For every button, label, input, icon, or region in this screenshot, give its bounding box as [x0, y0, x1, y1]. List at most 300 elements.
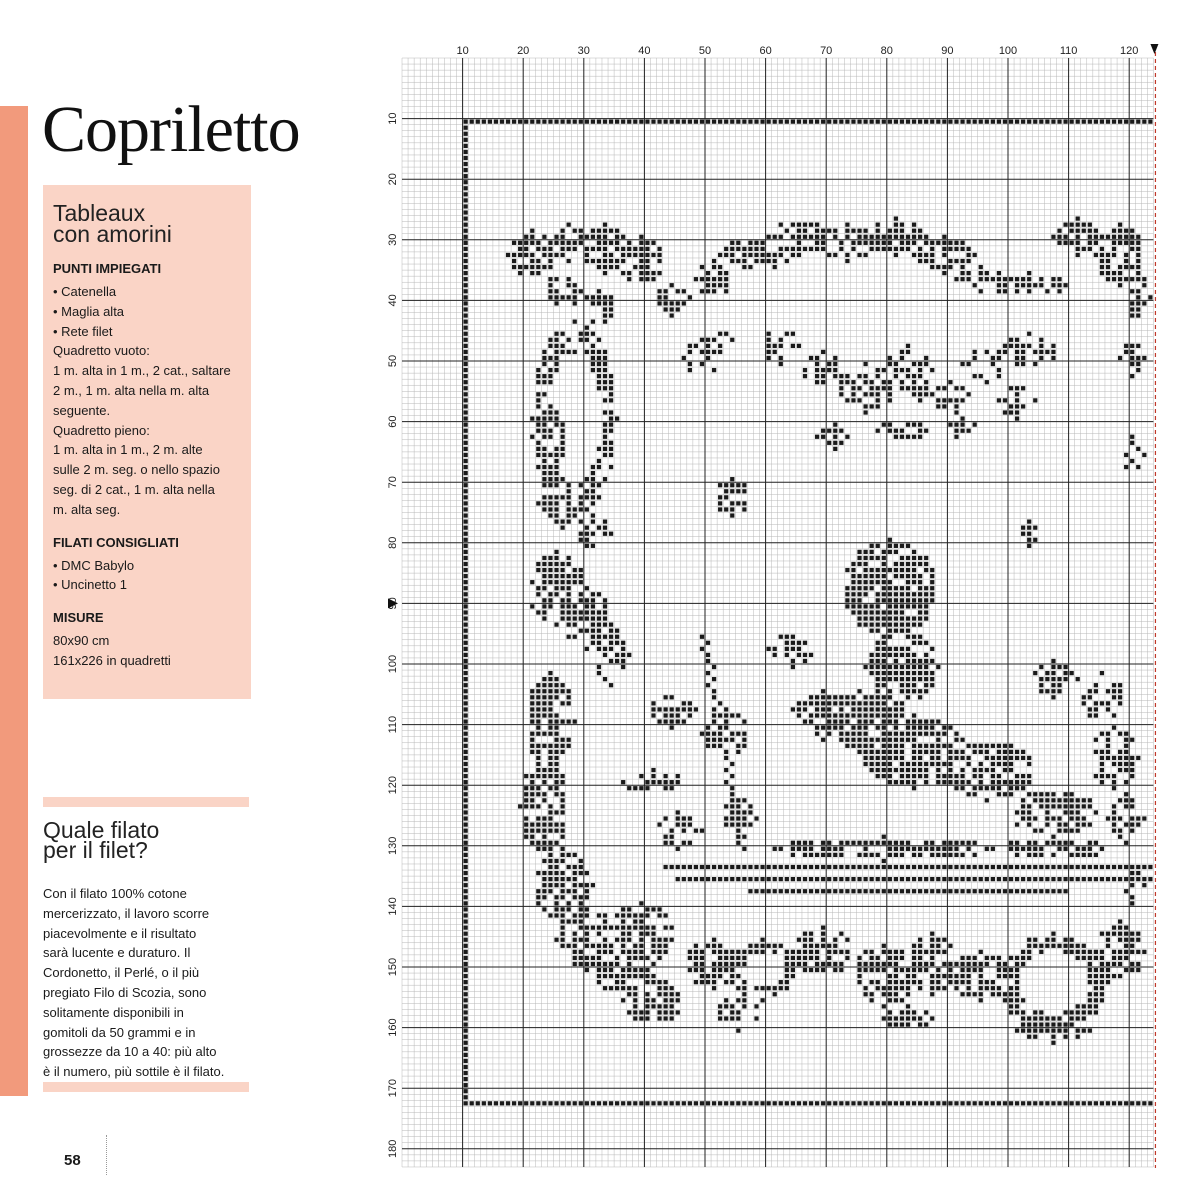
filled-square: [621, 247, 625, 251]
filled-square: [1015, 1101, 1019, 1105]
filled-square: [1124, 968, 1128, 972]
filled-square: [906, 768, 910, 772]
filled-square: [1124, 889, 1128, 893]
filled-square: [1130, 883, 1134, 887]
filled-square: [1106, 756, 1110, 760]
filled-square: [882, 944, 886, 948]
filled-square: [1088, 992, 1092, 996]
filled-square: [464, 810, 468, 814]
filled-square: [954, 974, 958, 978]
filled-square: [742, 847, 746, 851]
filled-square: [603, 223, 607, 227]
filled-square: [567, 944, 571, 948]
filled-square: [888, 738, 892, 742]
filled-square: [633, 925, 637, 929]
filled-square: [1057, 829, 1061, 833]
filled-square: [724, 283, 728, 287]
filled-square: [645, 120, 649, 124]
filled-square: [821, 689, 825, 693]
filled-square: [1033, 1022, 1037, 1026]
filled-square: [1094, 980, 1098, 984]
filled-square: [542, 713, 546, 717]
filled-square: [609, 301, 613, 305]
filled-square: [706, 744, 710, 748]
filled-square: [1118, 277, 1122, 281]
filled-square: [464, 344, 468, 348]
filled-square: [688, 950, 692, 954]
filled-square: [591, 883, 595, 887]
filled-square: [603, 616, 607, 620]
filled-square: [548, 507, 552, 511]
filled-square: [554, 786, 558, 790]
filled-square: [876, 556, 880, 560]
filled-square: [918, 950, 922, 954]
filled-square: [736, 713, 740, 717]
filled-square: [960, 841, 964, 845]
filled-square: [464, 865, 468, 869]
filled-square: [554, 568, 558, 572]
filled-square: [900, 762, 904, 766]
filled-square: [1015, 356, 1019, 360]
filled-square: [936, 744, 940, 748]
filled-square: [1021, 1016, 1025, 1020]
filled-square: [979, 271, 983, 275]
filled-square: [966, 847, 970, 851]
filled-square: [645, 253, 649, 257]
filled-square: [1027, 938, 1031, 942]
filled-square: [948, 265, 952, 269]
filled-square: [894, 120, 898, 124]
filled-square: [1124, 956, 1128, 960]
filled-square: [609, 925, 613, 929]
filled-square: [894, 841, 898, 845]
filled-square: [1021, 344, 1025, 348]
filled-square: [560, 495, 564, 499]
filled-square: [845, 695, 849, 699]
filled-square: [863, 380, 867, 384]
filled-square: [609, 259, 613, 263]
filled-square: [597, 962, 601, 966]
filled-square: [1118, 689, 1122, 693]
filled-square: [966, 271, 970, 275]
filled-square: [700, 732, 704, 736]
filled-square: [797, 841, 801, 845]
filled-square: [742, 483, 746, 487]
filled-square: [948, 944, 952, 948]
filled-square: [603, 368, 607, 372]
filled-square: [870, 235, 874, 239]
filled-square: [724, 738, 728, 742]
filled-square: [603, 235, 607, 239]
filled-square: [803, 707, 807, 711]
filled-square: [960, 241, 964, 245]
filled-square: [791, 120, 795, 124]
filled-square: [464, 962, 468, 966]
filled-square: [663, 1101, 667, 1105]
filled-square: [966, 780, 970, 784]
filled-square: [912, 786, 916, 790]
filled-square: [839, 695, 843, 699]
filled-square: [857, 865, 861, 869]
filled-square: [700, 968, 704, 972]
filled-square: [942, 762, 946, 766]
filled-square: [1015, 410, 1019, 414]
filled-square: [621, 932, 625, 936]
filled-square: [633, 1016, 637, 1020]
filled-square: [894, 253, 898, 257]
filled-square: [1100, 768, 1104, 772]
filled-square: [912, 616, 916, 620]
filled-square: [579, 956, 583, 960]
stitches-heading: PUNTI IMPIEGATI: [53, 261, 162, 276]
filled-square: [991, 744, 995, 748]
filled-square: [876, 368, 880, 372]
filled-square: [839, 380, 843, 384]
filled-square: [803, 659, 807, 663]
filled-square: [791, 247, 795, 251]
filled-square: [560, 586, 564, 590]
filled-square: [912, 968, 916, 972]
filled-square: [857, 574, 861, 578]
filled-square: [821, 847, 825, 851]
filled-square: [724, 726, 728, 730]
filled-square: [718, 877, 722, 881]
filled-square: [954, 865, 958, 869]
filled-square: [985, 889, 989, 893]
filled-square: [979, 877, 983, 881]
filled-square: [1118, 829, 1122, 833]
filled-square: [464, 1089, 468, 1093]
filled-square: [585, 247, 589, 251]
filled-square: [821, 380, 825, 384]
filled-square: [1027, 804, 1031, 808]
filled-square: [857, 877, 861, 881]
filled-square: [924, 962, 928, 966]
filled-square: [597, 592, 601, 596]
filled-square: [991, 865, 995, 869]
filled-square: [464, 665, 468, 669]
filled-square: [700, 362, 704, 366]
filled-square: [1130, 289, 1134, 293]
filled-square: [1076, 677, 1080, 681]
filled-square: [567, 223, 571, 227]
filled-square: [1088, 847, 1092, 851]
filled-square: [827, 707, 831, 711]
filled-square: [1100, 259, 1104, 263]
filled-square: [1112, 925, 1116, 929]
filled-square: [567, 889, 571, 893]
filled-square: [742, 835, 746, 839]
filled-square: [857, 374, 861, 378]
filled-square: [724, 713, 728, 717]
filled-square: [530, 580, 534, 584]
filled-square: [839, 429, 843, 433]
filled-square: [1009, 1004, 1013, 1008]
filled-square: [845, 744, 849, 748]
filled-square: [706, 944, 710, 948]
filled-square: [718, 744, 722, 748]
filled-square: [845, 713, 849, 717]
filled-square: [930, 950, 934, 954]
filled-square: [870, 568, 874, 572]
filled-square: [912, 580, 916, 584]
filled-square: [736, 865, 740, 869]
filled-square: [930, 932, 934, 936]
filled-square: [1009, 762, 1013, 766]
filled-square: [706, 726, 710, 730]
filled-square: [942, 986, 946, 990]
filled-square: [554, 513, 558, 517]
filled-square: [827, 726, 831, 730]
filled-square: [548, 604, 552, 608]
filled-square: [985, 865, 989, 869]
filled-square: [845, 586, 849, 590]
filled-square: [530, 416, 534, 420]
filled-square: [894, 429, 898, 433]
filled-square: [603, 447, 607, 451]
filled-square: [906, 574, 910, 578]
filled-square: [615, 925, 619, 929]
filled-square: [560, 835, 564, 839]
filled-square: [924, 1010, 928, 1014]
filled-square: [536, 871, 540, 875]
filled-square: [645, 271, 649, 275]
filled-square: [1076, 1004, 1080, 1008]
filled-square: [1094, 701, 1098, 705]
filled-square: [464, 404, 468, 408]
filled-square: [670, 307, 674, 311]
decorative-strip: [43, 797, 249, 807]
filled-square: [882, 726, 886, 730]
filled-square: [615, 265, 619, 269]
filled-square: [730, 477, 734, 481]
filled-square: [639, 901, 643, 905]
filled-square: [724, 756, 728, 760]
filled-square: [779, 980, 783, 984]
filled-square: [724, 247, 728, 251]
filled-square: [560, 938, 564, 942]
filled-square: [1112, 865, 1116, 869]
filled-square: [554, 410, 558, 414]
filled-square: [579, 610, 583, 614]
filled-square: [1003, 968, 1007, 972]
filled-square: [918, 968, 922, 972]
filled-square: [1106, 865, 1110, 869]
filled-square: [536, 465, 540, 469]
filled-square: [560, 247, 564, 251]
filled-square: [997, 750, 1001, 754]
filled-square: [809, 938, 813, 942]
filled-square: [966, 956, 970, 960]
filled-square: [1021, 1010, 1025, 1014]
filled-square: [1057, 235, 1061, 239]
filled-square: [870, 853, 874, 857]
filled-square: [736, 956, 740, 960]
filled-square: [888, 841, 892, 845]
filled-square: [930, 944, 934, 948]
filled-square: [663, 938, 667, 942]
filled-square: [1136, 265, 1140, 269]
filled-square: [900, 732, 904, 736]
filled-square: [663, 816, 667, 820]
filled-square: [1063, 841, 1067, 845]
filled-square: [633, 265, 637, 269]
filled-square: [882, 616, 886, 620]
filled-square: [857, 229, 861, 233]
filled-square: [573, 295, 577, 299]
filled-square: [960, 774, 964, 778]
filled-square: [979, 744, 983, 748]
filled-square: [1136, 344, 1140, 348]
filled-square: [857, 701, 861, 705]
filled-square: [573, 622, 577, 626]
filled-square: [1021, 386, 1025, 390]
filled-square: [948, 968, 952, 972]
filled-square: [603, 356, 607, 360]
filled-square: [464, 368, 468, 372]
filled-square: [1124, 756, 1128, 760]
filled-square: [554, 877, 558, 881]
filled-square: [924, 889, 928, 893]
filled-square: [960, 247, 964, 251]
filled-square: [682, 289, 686, 293]
filled-square: [1033, 889, 1037, 893]
filled-square: [767, 1101, 771, 1105]
filled-square: [567, 483, 571, 487]
filled-square: [821, 841, 825, 845]
filled-square: [1082, 247, 1086, 251]
filled-square: [1070, 865, 1074, 869]
filled-square: [627, 992, 631, 996]
filled-square: [603, 453, 607, 457]
filled-square: [554, 465, 558, 469]
filled-square: [1094, 750, 1098, 754]
filled-square: [706, 344, 710, 348]
filled-square: [906, 968, 910, 972]
filled-square: [1076, 1016, 1080, 1020]
filled-square: [942, 732, 946, 736]
filled-square: [785, 968, 789, 972]
filled-square: [888, 610, 892, 614]
filled-square: [966, 792, 970, 796]
filled-square: [554, 695, 558, 699]
filled-square: [573, 513, 577, 517]
filled-square: [742, 259, 746, 263]
filled-square: [888, 986, 892, 990]
filled-square: [573, 962, 577, 966]
filled-square: [1076, 120, 1080, 124]
filled-square: [1094, 853, 1098, 857]
filled-square: [621, 950, 625, 954]
filled-square: [870, 713, 874, 717]
filled-square: [1076, 253, 1080, 257]
filled-square: [815, 223, 819, 227]
filled-square: [827, 701, 831, 705]
filled-square: [851, 598, 855, 602]
filled-square: [894, 877, 898, 881]
column-marker-arrow-icon: [1150, 44, 1158, 54]
filled-square: [870, 877, 874, 881]
filled-square: [900, 1022, 904, 1026]
filled-square: [857, 604, 861, 608]
filled-square: [870, 610, 874, 614]
filled-square: [639, 950, 643, 954]
filled-square: [882, 732, 886, 736]
filled-square: [918, 732, 922, 736]
filled-square: [1142, 816, 1146, 820]
filled-square: [1130, 356, 1134, 360]
filled-square: [609, 265, 613, 269]
filled-square: [1130, 120, 1134, 124]
filled-square: [554, 471, 558, 475]
filled-square: [894, 647, 898, 651]
filled-square: [1142, 883, 1146, 887]
filled-square: [560, 344, 564, 348]
filled-square: [966, 277, 970, 281]
filled-square: [1015, 1010, 1019, 1014]
filled-square: [724, 822, 728, 826]
filled-square: [797, 701, 801, 705]
filled-square: [797, 653, 801, 657]
filled-square: [888, 592, 892, 596]
filled-square: [827, 719, 831, 723]
filled-square: [1045, 798, 1049, 802]
filled-square: [542, 895, 546, 899]
filled-square: [827, 120, 831, 124]
filled-square: [560, 526, 564, 530]
filled-square: [857, 956, 861, 960]
filled-square: [603, 120, 607, 124]
filled-square: [882, 707, 886, 711]
filled-square: [488, 120, 492, 124]
filled-square: [603, 259, 607, 263]
filled-square: [888, 629, 892, 633]
filled-square: [906, 677, 910, 681]
filled-square: [797, 962, 801, 966]
filled-square: [1100, 950, 1104, 954]
filled-square: [645, 1010, 649, 1014]
filled-square: [1106, 877, 1110, 881]
filled-square: [597, 247, 601, 251]
filled-square: [888, 950, 892, 954]
filled-square: [966, 889, 970, 893]
filled-square: [979, 1101, 983, 1105]
filled-square: [1015, 350, 1019, 354]
column-label: 60: [759, 45, 772, 57]
filled-square: [609, 295, 613, 299]
filled-square: [815, 944, 819, 948]
filled-square: [585, 1101, 589, 1105]
filled-square: [767, 865, 771, 869]
filled-square: [1130, 277, 1134, 281]
filled-square: [851, 744, 855, 748]
filled-square: [530, 792, 534, 796]
filled-square: [694, 956, 698, 960]
filled-square: [1088, 877, 1092, 881]
filled-square: [863, 732, 867, 736]
filled-square: [591, 610, 595, 614]
filled-square: [985, 956, 989, 960]
filled-square: [1082, 695, 1086, 699]
filled-square: [1021, 889, 1025, 893]
filled-square: [1094, 968, 1098, 972]
filled-square: [779, 865, 783, 869]
filled-square: [670, 841, 674, 845]
filled-square: [567, 120, 571, 124]
filled-square: [536, 713, 540, 717]
question-title: [43, 817, 160, 863]
filled-square: [942, 265, 946, 269]
